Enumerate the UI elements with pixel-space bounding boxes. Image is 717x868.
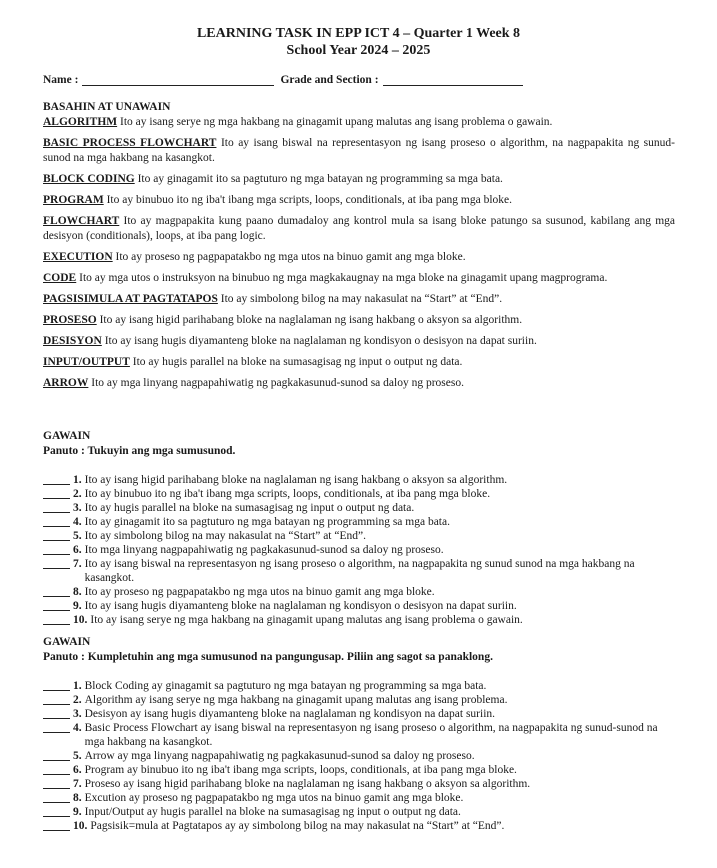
definition-desisyon bbox=[43, 334, 675, 349]
definition-term: DESISYON bbox=[43, 335, 102, 347]
question-number: 7. bbox=[73, 778, 82, 790]
activity-2 bbox=[43, 635, 675, 833]
answer-blank[interactable] bbox=[43, 487, 70, 499]
question-text: Ito ay proseso ng pagpapatakbo ng mga utos na binuo gamit ang mga bloke. bbox=[84, 586, 435, 598]
answer-blank[interactable] bbox=[43, 585, 70, 597]
activity-2-heading: GAWAIN bbox=[43, 636, 91, 648]
question-text: Ito ay hugis parallel na bloke na sumasagisag ng input o output ng data. bbox=[84, 502, 415, 514]
definition-term: FLOWCHART bbox=[43, 215, 120, 227]
question-item bbox=[43, 819, 675, 833]
activity-1-heading: GAWAIN bbox=[43, 430, 91, 442]
question-text: Arrow ay mga linyang nagpapahiwatig ng pagkakasunud-sunod sa daloy ng proseso. bbox=[84, 750, 475, 762]
grade-section-label: Grade and Section : bbox=[280, 74, 379, 86]
definition-flowchart bbox=[43, 214, 675, 244]
question-item bbox=[43, 599, 675, 613]
question-number: 5. bbox=[73, 530, 82, 542]
question-number: 2. bbox=[73, 488, 82, 500]
answer-blank[interactable] bbox=[43, 473, 70, 485]
definition-text: Ito ay simbolong bilog na may nakasulat na “Start” at “End”. bbox=[220, 293, 503, 305]
question-item bbox=[43, 679, 675, 693]
name-field[interactable] bbox=[82, 73, 274, 86]
definition-text: Ito ay mga linyang nagpapahiwatig ng pagkakasunud-sunod sa daloy ng proseso. bbox=[91, 377, 464, 389]
question-text: Ito mga linyang nagpapahiwatig ng pagkakasunud-sunod sa daloy ng proseso. bbox=[84, 544, 444, 556]
panuto-label: Panuto : bbox=[43, 651, 85, 663]
definition-text: Ito ay ginagamit ito sa pagtuturo ng mga batayan ng programming sa mga bata. bbox=[137, 173, 503, 185]
definition-text: Ito ay mga utos o instruksyon na binubuo ng mga magkakaugnay na mga bloke na ginagamit upang magprograma. bbox=[79, 272, 608, 284]
question-item bbox=[43, 543, 675, 557]
question-number: 7. bbox=[73, 558, 82, 570]
definition-block-coding bbox=[43, 172, 675, 187]
answer-blank[interactable] bbox=[43, 557, 70, 569]
answer-blank[interactable] bbox=[43, 805, 70, 817]
answer-blank[interactable] bbox=[43, 763, 70, 775]
definition-term: CODE bbox=[43, 272, 77, 284]
question-number: 4. bbox=[73, 722, 82, 734]
question-number: 10. bbox=[73, 614, 88, 626]
question-item bbox=[43, 749, 675, 763]
answer-blank[interactable] bbox=[43, 693, 70, 705]
question-item bbox=[43, 487, 675, 501]
definition-term: BLOCK CODING bbox=[43, 173, 135, 185]
panuto-text: Kumpletuhin ang mga sumusunod na pangungusap. Piliin ang sagot sa panaklong. bbox=[87, 651, 493, 663]
question-number: 8. bbox=[73, 792, 82, 804]
definition-term: PAGSISIMULA AT PAGTATAPOS bbox=[43, 293, 218, 305]
definition-text: Ito ay hugis parallel na bloke na sumasagisag ng input o output ng data. bbox=[132, 356, 463, 368]
definition-term: EXECUTION bbox=[43, 251, 113, 263]
definition-input-output bbox=[43, 355, 675, 370]
question-text: Ito ay isang higid parihabang bloke na naglalaman ng isang hakbang o aksyon sa algorithm. bbox=[84, 474, 508, 486]
definition-text: Ito ay magpapakita kung paano dumadaloy ang kontrol mula sa isang bloke patungo sa susunod, kabilang ang mga desisyon (conditionals), loops, at iba pang logic. bbox=[43, 215, 676, 242]
question-item bbox=[43, 515, 675, 529]
question-text: Program ay binubuo ito ng iba't ibang mga scripts, loops, conditionals, at iba pang mga bloke. bbox=[84, 764, 517, 776]
question-text: Proseso ay isang higid parihabang bloke na naglalaman ng isang hakbang o aksyon sa algorithm. bbox=[84, 778, 531, 790]
panuto-label: Panuto : bbox=[43, 445, 85, 457]
question-number: 10. bbox=[73, 820, 88, 832]
question-item bbox=[43, 473, 675, 487]
definition-basic-process-flowchart bbox=[43, 136, 675, 166]
definition-text: Ito ay isang higid parihabang bloke na naglalaman ng isang hakbang o aksyon sa algorithm. bbox=[99, 314, 523, 326]
panuto-text: Tukuyin ang mga sumusunod. bbox=[87, 445, 236, 457]
answer-blank[interactable] bbox=[43, 599, 70, 611]
definition-term: INPUT/OUTPUT bbox=[43, 356, 130, 368]
answer-blank[interactable] bbox=[43, 819, 70, 831]
definition-text: Ito ay proseso ng pagpapatakbo ng mga utos na binuo gamit ang mga bloke. bbox=[115, 251, 466, 263]
definition-term: BASIC PROCESS FLOWCHART bbox=[43, 137, 217, 149]
question-text: Ito ay isang serye ng mga hakbang na ginagamit upang malutas ang isang problema o gawain. bbox=[90, 614, 523, 626]
reading-section bbox=[43, 100, 675, 397]
definition-program bbox=[43, 193, 675, 208]
definition-term: PROGRAM bbox=[43, 194, 104, 206]
document-title: LEARNING TASK IN EPP ICT 4 – Quarter 1 Week 8 bbox=[196, 26, 521, 41]
name-row bbox=[43, 73, 675, 86]
question-text: Ito ay ginagamit ito sa pagtuturo ng mga batayan ng programming sa mga bata. bbox=[84, 516, 450, 528]
question-number: 4. bbox=[73, 516, 82, 528]
definition-algorithm bbox=[43, 115, 675, 130]
question-item bbox=[43, 707, 675, 721]
question-number: 1. bbox=[73, 474, 82, 486]
answer-blank[interactable] bbox=[43, 679, 70, 691]
definition-term: ALGORITHM bbox=[43, 116, 118, 128]
question-number: 3. bbox=[73, 708, 82, 720]
reading-heading: BASAHIN AT UNAWAIN bbox=[43, 101, 171, 113]
definition-proseso bbox=[43, 313, 675, 328]
question-item bbox=[43, 501, 675, 515]
question-item bbox=[43, 777, 675, 791]
question-number: 8. bbox=[73, 586, 82, 598]
definition-text: Ito ay binubuo ito ng iba't ibang mga scripts, loops, conditionals, at iba pang mga bloke. bbox=[106, 194, 513, 206]
question-text: Algorithm ay isang serye ng mga hakbang na ginagamit upang malutas ang isang problema. bbox=[84, 694, 508, 706]
answer-blank[interactable] bbox=[43, 749, 70, 761]
definition-code bbox=[43, 271, 675, 286]
answer-blank[interactable] bbox=[43, 721, 70, 733]
question-number: 9. bbox=[73, 806, 82, 818]
question-text: Excution ay proseso ng pagpapatakbo ng mga utos na binuo gamit ang mga bloke. bbox=[84, 792, 464, 804]
question-text: Ito ay isang hugis diyamanteng bloke na naglalaman ng kondisyon o desisyon na dapat suriin. bbox=[84, 600, 517, 612]
activity-1 bbox=[43, 429, 675, 627]
question-number: 5. bbox=[73, 750, 82, 762]
definition-execution bbox=[43, 250, 675, 265]
definition-text: Ito ay isang biswal na representasyon ng isang proseso o algorithm, na nagpapakita ng sunud-sunod na mga hakbang na kasangkot. bbox=[43, 137, 675, 164]
answer-blank[interactable] bbox=[43, 515, 70, 527]
question-text: Ito ay binubuo ito ng iba't ibang mga scripts, loops, conditionals, at iba pang mga bloke. bbox=[84, 488, 491, 500]
question-text: Ito ay isang biswal na representasyon ng isang proseso o algorithm, na nagpapakita ng sunud sunod na mga hakbang na kasangkot. bbox=[84, 558, 635, 584]
question-text: Block Coding ay ginagamit sa pagtuturo ng mga batayan ng programming sa mga bata. bbox=[84, 680, 487, 692]
definition-term: ARROW bbox=[43, 377, 89, 389]
question-item bbox=[43, 805, 675, 819]
definition-term: PROSESO bbox=[43, 314, 97, 326]
question-text: Desisyon ay isang hugis diyamanteng bloke na naglalaman ng kondisyon na dapat suriin. bbox=[84, 708, 496, 720]
definition-text: Ito ay isang hugis diyamanteng bloke na naglalaman ng kondisyon o desisyon na dapat suriin. bbox=[104, 335, 537, 347]
question-item bbox=[43, 613, 675, 627]
answer-blank[interactable] bbox=[43, 707, 70, 719]
answer-blank[interactable] bbox=[43, 501, 70, 513]
question-text: Input/Output ay hugis parallel na bloke na sumasagisag ng input o output ng data. bbox=[84, 806, 461, 818]
definition-pagsisimula-at-pagtatapos bbox=[43, 292, 675, 307]
question-item bbox=[43, 529, 675, 543]
name-label: Name : bbox=[43, 74, 79, 86]
definition-text: Ito ay isang serye ng mga hakbang na ginagamit upang malutas ang isang problema o gawain. bbox=[120, 116, 553, 128]
question-text: Basic Process Flowchart ay isang biswal na representasyon ng isang proseso o algorithm, na nagpapakita ng sunud-sunod na mga hakbang na kasangkot. bbox=[84, 722, 658, 748]
answer-blank[interactable] bbox=[43, 543, 70, 555]
question-item bbox=[43, 585, 675, 599]
answer-blank[interactable] bbox=[43, 791, 70, 803]
question-number: 6. bbox=[73, 544, 82, 556]
question-item bbox=[43, 763, 675, 777]
question-item bbox=[43, 791, 675, 805]
question-item bbox=[43, 557, 675, 585]
question-item bbox=[43, 721, 675, 749]
grade-section-field[interactable] bbox=[383, 73, 523, 86]
answer-blank[interactable] bbox=[43, 777, 70, 789]
question-number: 9. bbox=[73, 600, 82, 612]
question-number: 6. bbox=[73, 764, 82, 776]
definition-arrow bbox=[43, 376, 675, 391]
question-number: 1. bbox=[73, 680, 82, 692]
answer-blank[interactable] bbox=[43, 613, 70, 625]
question-item bbox=[43, 693, 675, 707]
question-text: Pagsisik=mula at Pagtatapos ay ay simbolong bilog na may nakasulat na “Start” at “End”. bbox=[90, 820, 505, 832]
question-number: 3. bbox=[73, 502, 82, 514]
answer-blank[interactable] bbox=[43, 529, 70, 541]
question-text: Ito ay simbolong bilog na may nakasulat na “Start” at “End”. bbox=[84, 530, 366, 542]
school-year: School Year 2024 – 2025 bbox=[286, 43, 431, 58]
question-number: 2. bbox=[73, 694, 82, 706]
